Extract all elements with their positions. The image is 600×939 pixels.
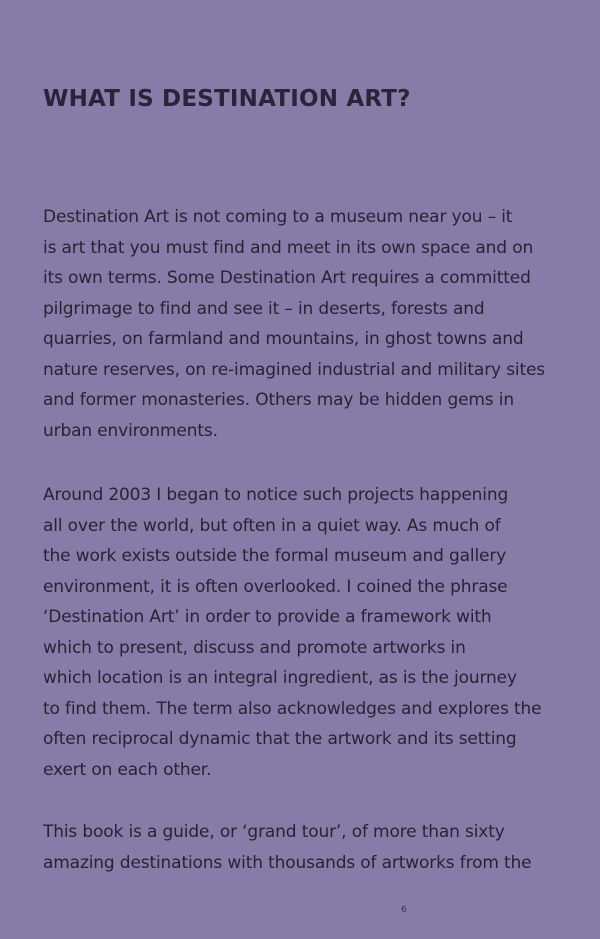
paragraph-line: which location is an integral ingredient, as is the journey — [43, 668, 517, 688]
paragraph-line: environment, it is often overlooked. I coined the phrase — [43, 576, 508, 597]
paragraph-line: This book is a guide, or ‘grand tour’, of more than sixty — [43, 822, 505, 842]
paragraph-line: urban environments. — [43, 420, 218, 441]
paragraph-line: often reciprocal dynamic that the artwork and its setting — [43, 729, 517, 749]
paragraph-line: which to present, discuss and promote artworks in — [43, 637, 466, 658]
page-title: WHAT IS DESTINATION ART? — [43, 86, 411, 112]
paragraph-line: and former monasteries. Others may be hidden gems in — [43, 390, 514, 410]
paragraph-line: all over the world, but often in a quiet way. As much of — [43, 515, 501, 536]
page-number: 6 — [401, 905, 407, 915]
paragraph-line: to find them. The term also acknowledges and explores the — [43, 698, 542, 719]
paragraph-line: amazing destinations with thousands of artworks from the — [43, 852, 532, 873]
paragraph-line: quarries, on farmland and mountains, in ghost towns and — [43, 329, 524, 349]
paragraph-history — [43, 480, 553, 785]
paragraph-line: pilgrimage to find and see it – in deserts, forests and — [43, 298, 485, 319]
paragraph-line: is art that you must find and meet in its own space and on — [43, 237, 534, 258]
paragraph-line: its own terms. Some Destination Art requires a committed — [43, 268, 531, 288]
paragraph-line: exert on each other. — [43, 759, 212, 780]
paragraph-intro — [43, 202, 553, 446]
paragraph-line: ‘Destination Art’ in order to provide a framework with — [43, 607, 492, 627]
paragraph-line: the work exists outside the formal museum and gallery — [43, 546, 507, 566]
paragraph-line: Destination Art is not coming to a museum near you – it — [43, 207, 513, 227]
paragraph-line: nature reserves, on re-imagined industrial and military sites — [43, 359, 546, 380]
paragraph-line: Around 2003 I began to notice such projects happening — [43, 485, 509, 505]
paragraph-guide — [43, 817, 553, 878]
